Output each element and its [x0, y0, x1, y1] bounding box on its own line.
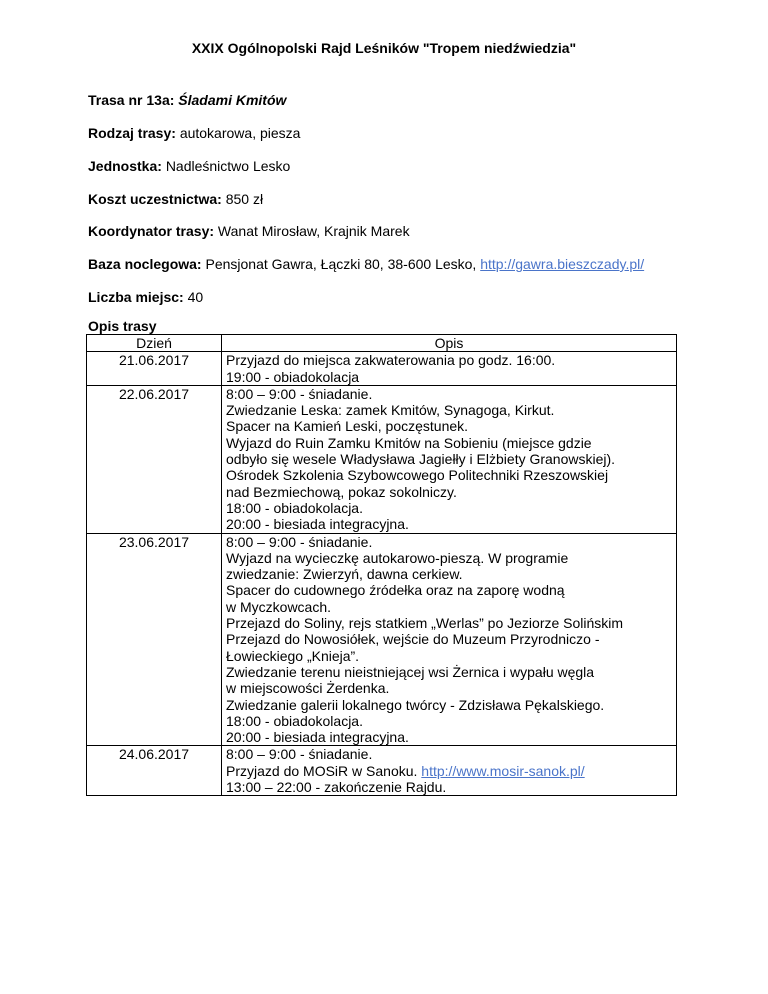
description-text: Zwiedzanie terenu nieistniejącej wsi Żernica i wypału węgla: [226, 663, 595, 680]
column-header-description: Opis: [222, 335, 677, 352]
description-text: 8:00 – 9:00 - śniadanie.: [226, 385, 373, 402]
description-line: [226, 599, 672, 615]
program-header-row: [87, 335, 677, 352]
description-line: [226, 763, 672, 779]
description-line: [226, 451, 672, 467]
table-row: [87, 385, 677, 533]
description-text: Przyjazd do miejsca zakwaterowania po godz. 16:00.: [226, 352, 556, 369]
table-row: [87, 746, 677, 796]
places-field: [88, 289, 203, 305]
description-text: w Myczkowcach.: [226, 598, 332, 615]
description-line: [226, 369, 672, 385]
lodging-link[interactable]: http://gawra.bieszczady.pl/: [480, 256, 645, 272]
description-text: 18:00 - obiadokolacja.: [226, 499, 363, 516]
route-type-field: [88, 125, 300, 141]
description-line: [226, 779, 672, 795]
description-text: Przyjazd do MOSiR w Sanoku.: [226, 762, 418, 779]
description-text: 8:00 – 9:00 - śniadanie.: [226, 533, 373, 550]
description-cell: [222, 533, 677, 746]
lodging-value: Pensjonat Gawra, Łączki 80, 38-600 Lesko,: [205, 256, 477, 272]
program-body: [87, 352, 677, 796]
description-line: [226, 484, 672, 500]
unit-field: [88, 158, 290, 174]
description-text: Ośrodek Szkolenia Szybowcowego Politechniki Rzeszowskiej: [226, 467, 609, 484]
description-text: Wyjazd na wycieczkę autokarowo-pieszą. W programie: [226, 549, 569, 566]
description-line: [226, 550, 672, 566]
description-cell: [222, 746, 677, 796]
description-line: [226, 746, 672, 762]
day-cell: 22.06.2017: [87, 385, 222, 533]
program-table: [86, 334, 677, 796]
description-text: Spacer na Kamień Leski, poczęstunek.: [226, 418, 469, 435]
description-line: [226, 516, 672, 532]
description-line: [226, 648, 672, 664]
cost-label: Koszt uczestnictwa:: [88, 191, 222, 207]
day-cell: 21.06.2017: [87, 352, 222, 386]
description-line: [226, 631, 672, 647]
description-text: Łowieckiego „Knieja”.: [226, 647, 360, 664]
description-link[interactable]: http://www.mosir-sanok.pl/: [421, 762, 585, 779]
places-value: 40: [187, 289, 204, 305]
description-line: [226, 680, 672, 696]
route-field: [88, 92, 286, 108]
table-row: [87, 352, 677, 386]
description-line: [226, 697, 672, 713]
description-text: 20:00 - biesiada integracyjna.: [226, 729, 409, 746]
description-text: w miejscowości Żerdenka.: [226, 680, 390, 697]
description-line: [226, 566, 672, 582]
day-cell: 23.06.2017: [87, 533, 222, 746]
places-label: Liczba miejsc:: [88, 289, 184, 305]
page-title: XXIX Ogólnopolski Rajd Leśników "Tropem niedźwiedzia": [191, 40, 577, 56]
description-text: 18:00 - obiadokolacja.: [226, 712, 363, 729]
coordinator-label: Koordynator trasy:: [88, 223, 215, 239]
lodging-label: Baza noclegowa:: [88, 256, 202, 272]
cost-field: [88, 191, 263, 207]
lodging-field: [88, 256, 644, 272]
description-text: 8:00 – 9:00 - śniadanie.: [226, 746, 373, 763]
coordinator-value: Wanat Mirosław, Krajnik Marek: [217, 223, 410, 239]
description-cell: [222, 352, 677, 386]
description-line: [226, 582, 672, 598]
description-line: [226, 418, 672, 434]
description-line: [226, 435, 672, 451]
table-row: [87, 533, 677, 746]
cost-value: 850 zł: [225, 191, 264, 207]
route-value: Śladami Kmitów: [178, 92, 287, 108]
description-line: [226, 352, 672, 368]
description-text: Wyjazd do Ruin Zamku Kmitów na Sobieniu (miejsce gdzie: [226, 434, 592, 451]
description-text: Przejazd do Soliny, rejs statkiem „Werlas” po Jeziorze Solińskim: [226, 615, 624, 632]
description-text: Zwiedzanie Leska: zamek Kmitów, Synagoga, Kirkut.: [226, 402, 555, 419]
unit-value: Nadleśnictwo Lesko: [165, 158, 291, 174]
description-text: nad Bezmiechową, pokaz sokolniczy.: [226, 483, 457, 500]
description-line: [226, 402, 672, 418]
description-line: [226, 467, 672, 483]
description-line: [226, 713, 672, 729]
coordinator-field: [88, 223, 410, 239]
description-text: odbyło się wesele Władysława Jagiełły i Elżbiety Granowskiej).: [226, 451, 616, 468]
description-line: [226, 386, 672, 402]
column-header-day: Dzień: [87, 335, 222, 352]
description-text: Przejazd do Nowosiółek, wejście do Muzeum Przyrodniczo -: [226, 631, 600, 648]
description-line: [226, 729, 672, 745]
description-cell: [222, 385, 677, 533]
description-text: zwiedzanie: Zwierzyń, dawna cerkiew.: [226, 566, 463, 583]
program-section-title: Opis trasy: [88, 318, 157, 334]
description-line: [226, 664, 672, 680]
description-line: [226, 615, 672, 631]
description-text: Zwiedzanie galerii lokalnego twórcy - Zdzisława Pękalskiego.: [226, 696, 605, 713]
route-type-value: autokarowa, piesza: [179, 125, 301, 141]
description-text: 20:00 - biesiada integracyjna.: [226, 516, 409, 533]
description-line: [226, 500, 672, 516]
day-cell: 24.06.2017: [87, 746, 222, 796]
description-text: 13:00 – 22:00 - zakończenie Rajdu.: [226, 779, 447, 796]
description-text: 19:00 - obiadokolacja: [226, 368, 360, 385]
route-type-label: Rodzaj trasy:: [88, 125, 176, 141]
description-text: Spacer do cudownego źródełka oraz na zaporę wodną: [226, 582, 565, 599]
route-label: Trasa nr 13a:: [88, 92, 175, 108]
description-line: [226, 534, 672, 550]
unit-label: Jednostka:: [88, 158, 162, 174]
